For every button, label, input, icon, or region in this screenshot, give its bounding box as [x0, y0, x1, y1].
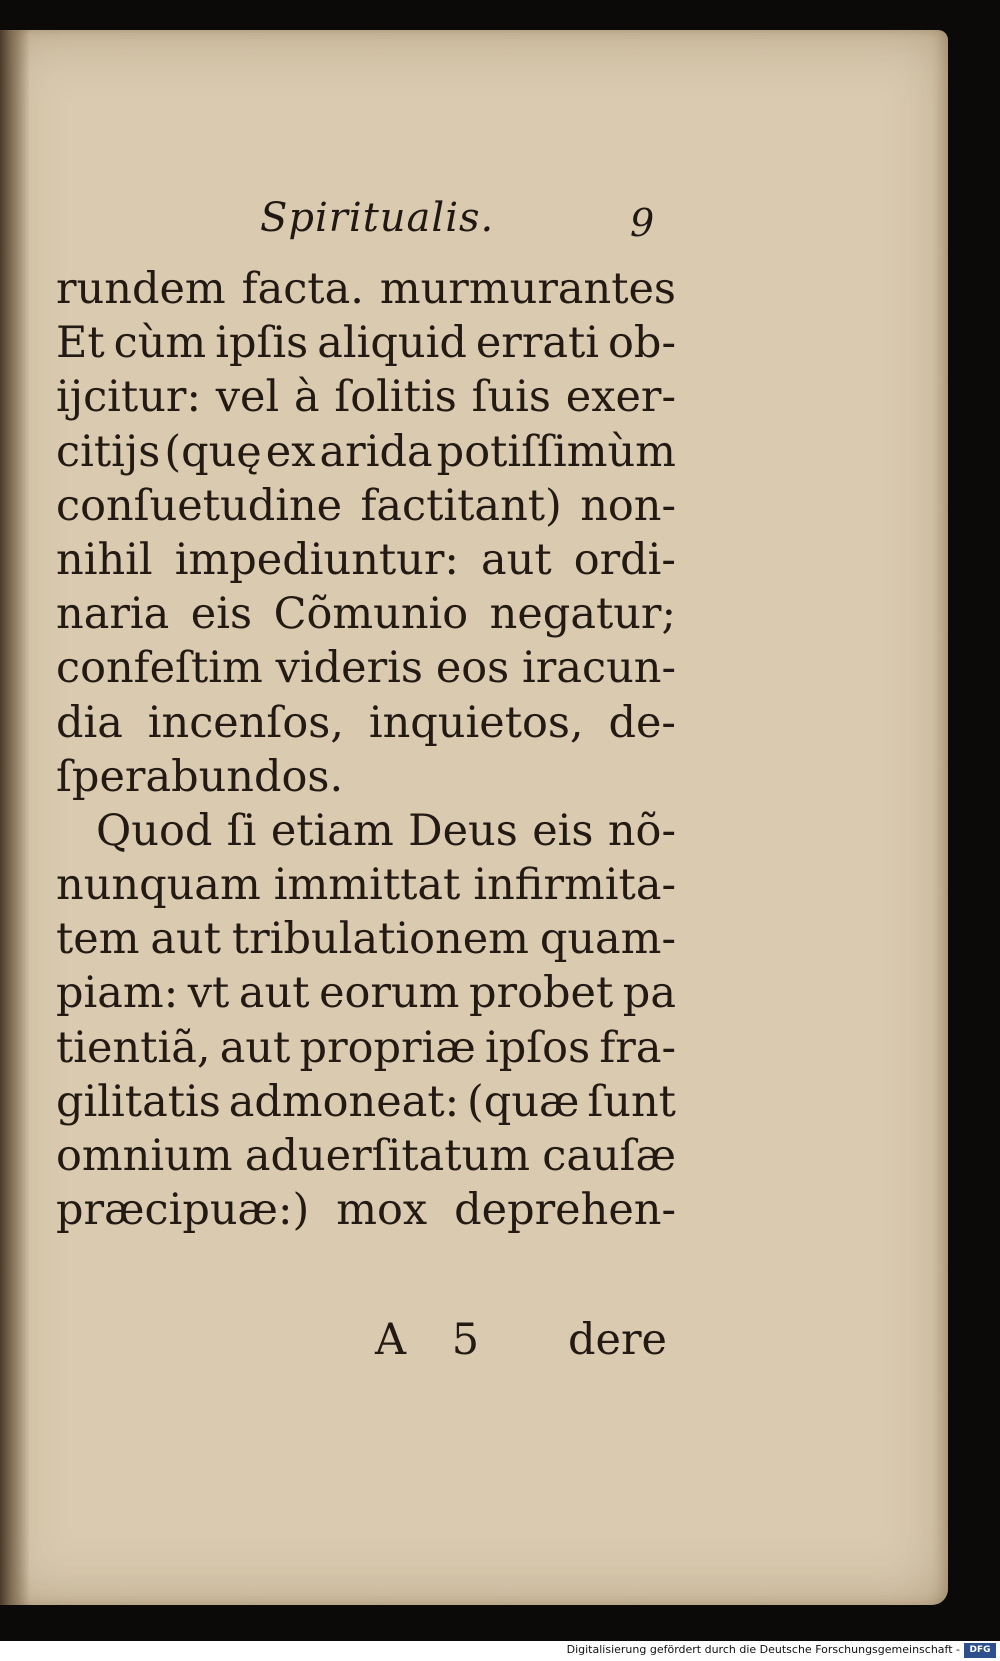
- text-line: [56, 1021, 676, 1075]
- text-line: [56, 804, 676, 858]
- text-line: [56, 1129, 676, 1183]
- text-word: exer-: [565, 372, 676, 423]
- text-word: dia: [56, 697, 123, 748]
- running-head-title: Spiritualis.: [260, 195, 495, 241]
- text-word: ijcitur:: [56, 372, 201, 423]
- text-word: cauſæ: [542, 1131, 676, 1181]
- text-word: errati: [475, 318, 600, 369]
- text-line: [56, 696, 676, 750]
- text-word: facta.: [241, 264, 364, 314]
- text-word: Cõmunio: [273, 589, 469, 640]
- text-word: eos: [435, 643, 510, 694]
- text-line: [56, 912, 676, 966]
- text-word: aut: [238, 968, 310, 1019]
- text-word: à: [293, 372, 320, 423]
- text-line: [56, 641, 676, 695]
- text-line: [56, 479, 676, 533]
- text-word: propriæ: [299, 1022, 476, 1073]
- text-word: tem: [56, 914, 140, 965]
- text-word: ex: [265, 426, 316, 477]
- text-line: [56, 316, 676, 370]
- text-word: Et: [56, 318, 105, 369]
- text-word: præcipuæ:): [56, 1185, 310, 1236]
- text-word: ipſos: [484, 1022, 591, 1073]
- text-word: ſuis: [471, 372, 551, 423]
- text-word: de-: [608, 697, 676, 748]
- text-word: non-: [580, 480, 676, 531]
- page-number: 9: [630, 201, 655, 245]
- text-word: citijs: [56, 426, 161, 477]
- text-word: ordi-: [573, 534, 676, 585]
- text-word: etiam: [270, 805, 394, 856]
- dfg-logo-icon: DFG: [964, 1643, 996, 1658]
- text-word: vt: [187, 968, 230, 1019]
- text-word: quam-: [539, 914, 676, 965]
- text-word: potiſſimùm: [436, 426, 676, 477]
- text-word: aut: [219, 1022, 291, 1073]
- signature-mark: A 5: [375, 1315, 496, 1365]
- text-word: piam:: [56, 968, 179, 1019]
- text-word: eorum: [319, 968, 460, 1019]
- text-word: nõ-: [607, 805, 676, 856]
- text-word: eis: [532, 805, 594, 856]
- text-word: rundem: [56, 264, 226, 314]
- text-word: infirmita-: [473, 860, 676, 911]
- text-word: probet: [469, 968, 614, 1019]
- book-page: [0, 30, 948, 1605]
- text-word: videris: [275, 643, 423, 694]
- text-word: (quæ: [467, 1076, 580, 1127]
- text-word: vel: [215, 372, 280, 423]
- text-word: aliquid: [317, 318, 467, 369]
- text-line: [56, 370, 676, 424]
- text-word: negatur;: [489, 589, 676, 640]
- text-line: [56, 1075, 676, 1129]
- text-word: fra-: [599, 1022, 676, 1073]
- text-word: nunquam: [56, 860, 261, 911]
- text-word: omnium: [56, 1131, 233, 1181]
- text-word: ob-: [608, 318, 676, 369]
- text-line: [56, 858, 676, 912]
- text-word: murmurantes: [379, 264, 676, 314]
- text-word: (quę: [164, 426, 262, 477]
- text-line: [56, 587, 676, 641]
- text-word: ſunt: [587, 1076, 676, 1127]
- text-word: conſuetudine: [56, 480, 343, 531]
- text-word: aduerſitatum: [244, 1131, 531, 1181]
- text-word: incenſos,: [147, 697, 344, 748]
- text-word: admoneat:: [228, 1076, 460, 1127]
- text-line: [56, 1183, 676, 1237]
- text-word: impediuntur:: [174, 534, 459, 585]
- text-word: confeſtim: [56, 643, 263, 694]
- digitization-footer: [0, 1641, 1000, 1661]
- text-word: aut: [481, 534, 552, 585]
- text-word: Deus: [408, 805, 518, 856]
- text-word: ſolitis: [334, 372, 457, 423]
- text-word: ſi: [226, 805, 257, 856]
- text-word: pa: [622, 968, 676, 1019]
- text-word: nihil: [56, 534, 153, 585]
- text-line: ſperabundos.: [56, 751, 344, 802]
- text-word: immittat: [273, 860, 461, 911]
- text-word: Quod: [96, 805, 213, 856]
- text-word: ipſis: [215, 318, 309, 369]
- running-head: [0, 195, 948, 255]
- text-line: [56, 262, 676, 316]
- text-word: factitant): [360, 480, 562, 531]
- text-word: naria: [56, 589, 170, 640]
- text-line: [56, 425, 676, 479]
- text-word: tribulationem: [231, 914, 529, 965]
- text-word: tientiã,: [56, 1022, 211, 1073]
- text-word: aut: [150, 914, 222, 965]
- text-word: deprehen-: [454, 1185, 676, 1236]
- text-line: [56, 966, 676, 1020]
- catchword: dere: [568, 1315, 667, 1365]
- text-line: [56, 533, 676, 587]
- text-word: gilitatis: [56, 1076, 221, 1127]
- text-word: iracun-: [522, 643, 676, 694]
- funding-credit: Digitalisierung gefördert durch die Deutsche Forschungsgemeinschaft -: [566, 1643, 960, 1656]
- text-word: cùm: [113, 318, 207, 369]
- text-word: mox: [336, 1185, 428, 1236]
- text-word: eis: [190, 589, 253, 640]
- body-text: [56, 262, 676, 1237]
- text-word: arida: [319, 426, 433, 477]
- catch-line: [0, 1315, 948, 1369]
- text-word: inquietos,: [368, 697, 584, 748]
